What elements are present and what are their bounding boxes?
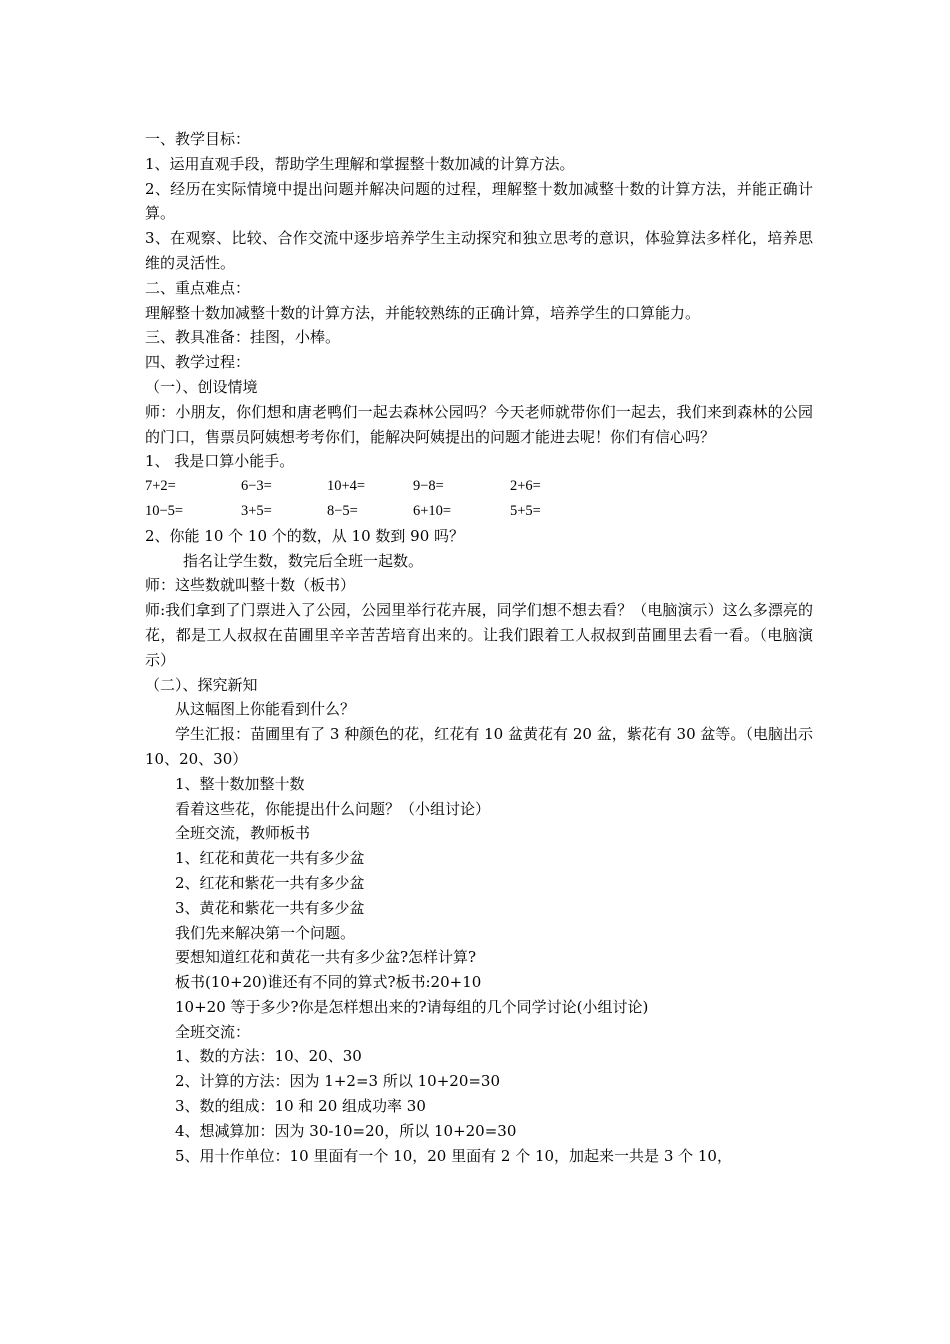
discussion-line: 10+20 等于多少?你是怎样想出来的?请每组的几个同学讨论(小组讨论) xyxy=(175,997,649,1016)
method-item: 4、想减算加：因为 30-10=20，所以 10+20=30 xyxy=(175,1121,517,1140)
board-note-line: 板书(10+20)谁还有不同的算式?板书:20+10 xyxy=(175,973,482,992)
section-heading-key-points: 二、重点难点： xyxy=(145,278,251,297)
calc-item: 10−5= xyxy=(145,502,184,519)
exchange-line: 全班交流，教师板书 xyxy=(175,824,311,843)
question-line: 从这幅图上你能看到什么？ xyxy=(175,700,356,719)
objective-item: 1、运用直观手段，帮助学生理解和掌握整十数加减的计算方法。 xyxy=(145,154,575,173)
method-item: 3、数的组成：10 和 20 组成功率 30 xyxy=(175,1097,426,1116)
calc-item: 6−3= xyxy=(241,478,272,495)
problem-item: 2、红花和紫花一共有多少盆 xyxy=(175,873,365,892)
section-heading-process: 四、教学过程： xyxy=(145,353,251,372)
task-mental-math: 1、 我是口算小能手。 xyxy=(145,452,295,471)
problem-item: 1、红花和黄花一共有多少盆 xyxy=(175,849,365,868)
subsection-heading-scenario: （一）、创设情境 xyxy=(145,377,258,396)
calc-item: 2+6= xyxy=(510,478,541,495)
section-heading-materials: 三、教具准备：挂图，小棒。 xyxy=(145,328,341,347)
calc-item: 8−5= xyxy=(327,502,358,519)
calc-item: 5+5= xyxy=(510,502,541,519)
subtopic-heading: 1、整十数加整十数 xyxy=(175,774,305,793)
instruction-line: 要想知道红花和黄花一共有多少盆?怎样计算? xyxy=(175,948,477,967)
exchange-line: 全班交流： xyxy=(175,1022,251,1041)
teacher-line: 师：这些数就叫整十数（板书） xyxy=(145,576,356,595)
instruction-line: 我们先来解决第一个问题。 xyxy=(175,923,356,942)
calc-item: 3+5= xyxy=(241,502,272,519)
student-report-paragraph: 学生汇报：苗圃里有了 3 种颜色的花，红花有 10 盆黄花有 20 盆，紫花有 30 盆等。（电脑出示 10、20、30） xyxy=(145,725,813,768)
objective-item: 3、在观察、比较、合作交流中逐步培养学生主动探究和独立思考的意识，体验算法多样化，培养思维的灵活性。 xyxy=(145,229,813,272)
lesson-plan-document xyxy=(145,127,813,1168)
calc-item: 9−8= xyxy=(413,478,444,495)
objective-item: 2、经历在实际情境中提出问题并解决问题的过程，理解整十数加减整十数的计算方法，并能正确计算。 xyxy=(145,179,813,223)
calc-item: 7+2= xyxy=(145,478,176,495)
subsection-heading-explore: （二）、探究新知 xyxy=(145,675,258,694)
task-counting: 2、你能 10 个 10 个的数，从 10 数到 90 吗？ xyxy=(145,526,465,545)
calc-row xyxy=(145,499,813,524)
method-item: 2、计算的方法：因为 1+2=3 所以 10+20=30 xyxy=(175,1072,501,1091)
calc-row xyxy=(145,474,813,499)
calc-item: 6+10= xyxy=(413,502,452,519)
teacher-paragraph: 师:我们拿到了门票进入了公园，公园里举行花卉展，同学们想不想去看？（电脑演示）这么多漂亮的花，都是工人叔叔在苗圃里辛辛苦苦培育出来的。让我们跟着工人叔叔到苗圃里去看一看。（电脑演示） xyxy=(145,601,813,669)
calc-item: 10+4= xyxy=(327,478,366,495)
method-item: 1、数的方法：10、20、30 xyxy=(175,1047,362,1066)
key-points-text: 理解整十数加减整十数的计算方法，并能较熟练的正确计算，培养学生的口算能力。 xyxy=(145,303,701,322)
method-item: 5、用十作单位：10 里面有一个 10，20 里面有 2 个 10，加起来一共是 3 个 10， xyxy=(175,1146,732,1165)
teacher-intro-paragraph: 师：小朋友，你们想和唐老鸭们一起去森林公园吗？今天老师就带你们一起去，我们来到森林的公园的门口，售票员阿姨想考考你们，能解决阿姨提出的问题才能进去呢！你们有信心吗？ xyxy=(145,402,813,446)
question-line: 看着这些花，你能提出什么问题？（小组讨论） xyxy=(175,799,491,818)
problem-item: 3、黄花和紫花一共有多少盆 xyxy=(175,898,365,917)
section-heading-objectives: 一、教学目标： xyxy=(145,130,251,148)
task-counting-note: 指名让学生数，数完后全班一起数。 xyxy=(183,551,424,570)
